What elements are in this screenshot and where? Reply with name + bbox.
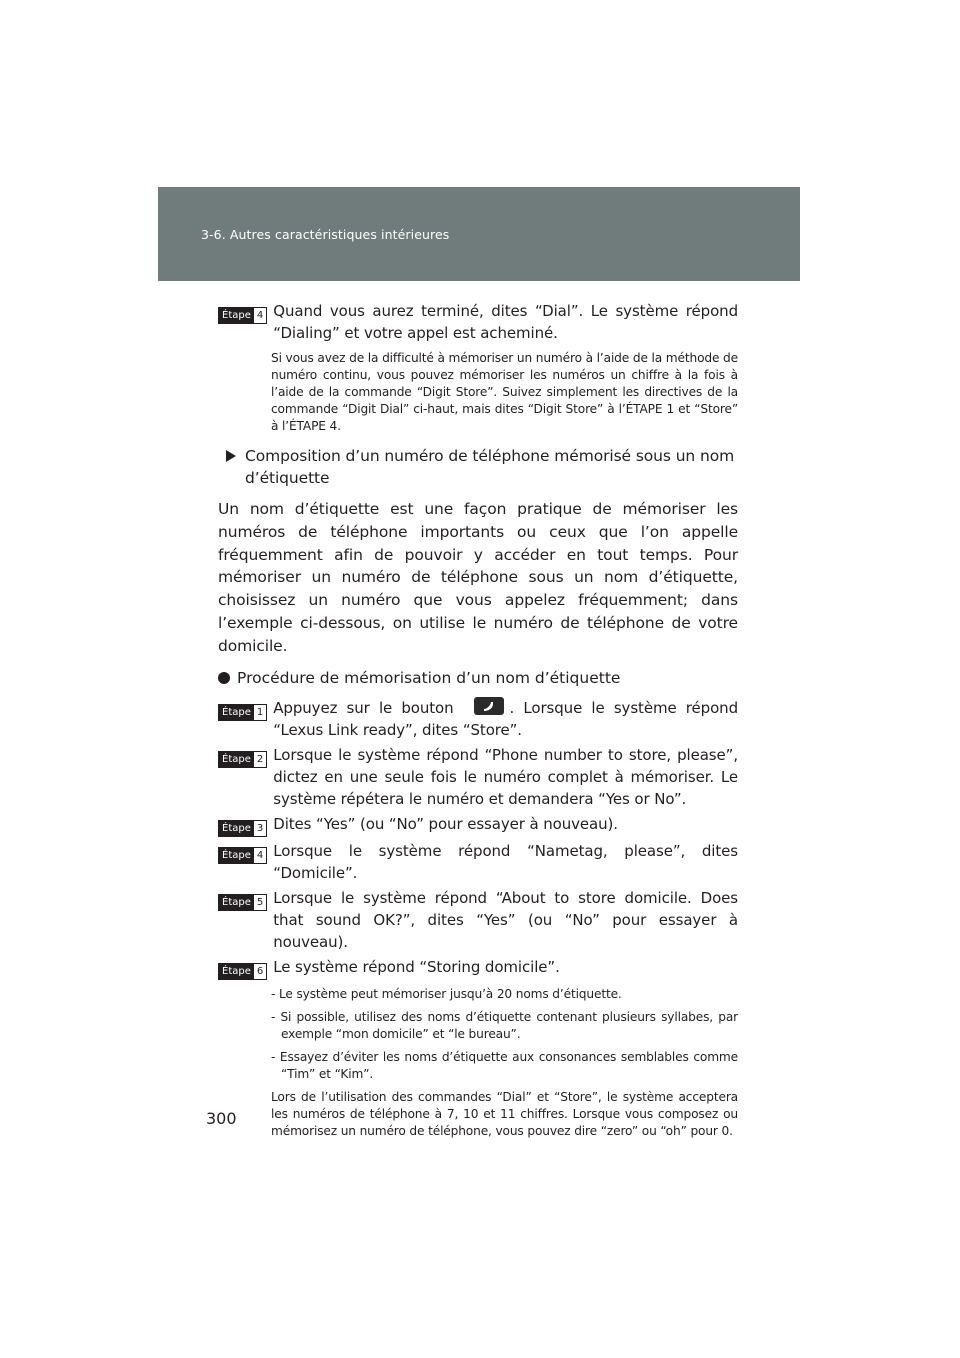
- note-item: - Le système peut mémoriser jusqu’à 20 noms d’étiquette.: [271, 986, 622, 1001]
- step-1: [218, 697, 738, 741]
- section-header-bar: [158, 187, 800, 281]
- step-text: Le système répond “Storing domicile”.: [273, 957, 560, 976]
- phone-icon: [474, 697, 504, 715]
- note-item: - Si possible, utilisez des noms d’étiquette contenant plusieurs syllabes, par exemple “mon domicile” et “le bureau”.: [271, 1009, 738, 1041]
- step-5: [218, 887, 738, 953]
- step-text: Lorsque le système répond “Phone number to store, please”, dictez en une seule fois le numéro complet à mémoriser. Le système répétera le numéro et demandera “Yes or No”.: [273, 745, 738, 808]
- step-badge: Étape 3: [218, 820, 267, 837]
- step-badge: Étape 6: [218, 963, 267, 980]
- step-4: [218, 840, 738, 884]
- step-text: Dites “Yes” (ou “No” pour essayer à nouveau).: [273, 814, 618, 833]
- step-2: [218, 744, 738, 810]
- step-text: Lorsque le système répond “About to store domicile. Does that sound OK?”, dites “Yes” (ou “No” pour essayer à nouveau).: [273, 888, 738, 951]
- step-badge: Étape 4: [218, 847, 267, 864]
- note-item: - Essayez d’éviter les noms d’étiquette aux consonances semblables comme “Tim” et “Kim”.: [271, 1049, 738, 1081]
- step-6: [218, 956, 738, 980]
- circle-bullet-icon: [218, 672, 230, 684]
- note-digit-store: Si vous avez de la difficulté à mémoriser un numéro à l’aide de la méthode de numéro continu, vous pouvez mémoriser les numéros un chiffre à la fois à l’aide de la commande “Digit Store”. Suivez simplement les directives de la commande “Digit Dial” ci-haut, mais dites “Digit Store” à l’ÉTAPE 1 et “Store” à l’ÉTAPE 4.: [271, 351, 738, 433]
- notes-list: [218, 986, 738, 1083]
- page-number: 300: [206, 1109, 237, 1128]
- page-content: [218, 300, 738, 1140]
- step-text: Quand vous aurez terminé, dites “Dial”. Le système répond “Dialing” et votre appel est acheminé.: [273, 302, 738, 342]
- step-4-dial: [218, 300, 738, 344]
- step-badge: Étape 1: [218, 704, 267, 721]
- step-text: Appuyez sur le bouton . Lorsque le système répond “Lexus Link ready”, dites “Store”.: [273, 698, 738, 739]
- section-title: 3-6. Autres caractéristiques intérieures: [201, 227, 450, 242]
- section-heading: Composition d’un numéro de téléphone mémorisé sous un nom d’étiquette: [218, 445, 738, 489]
- step-badge: Étape 4: [218, 307, 267, 324]
- procedure-heading: Procédure de mémorisation d’un nom d’étiquette: [218, 667, 738, 689]
- note-final: Lors de l’utilisation des commandes “Dial” et “Store”, le système acceptera les numéros de téléphone à 7, 10 et 11 chiffres. Lorsque vous composez ou mémorisez un numéro de téléphone, vous pouvez dire “zero” ou “oh” pour 0.: [271, 1089, 738, 1138]
- intro-paragraph: Un nom d’étiquette est une façon pratique de mémoriser les numéros de téléphone importants ou ceux que l’on appelle fréquemment afin de pouvoir y accéder en tout temps. Pour mémoriser un numéro de téléphone sous un nom d’étiquette, choisissez un numéro que vous appelez fréquemment; dans l’exemple ci-dessous, on utilise le numéro de téléphone de votre domicile.: [218, 500, 738, 655]
- step-badge: Étape 5: [218, 894, 267, 911]
- step-text: Lorsque le système répond “Nametag, please”, dites “Domicile”.: [273, 841, 738, 882]
- step-badge: Étape 2: [218, 751, 267, 768]
- step-3: [218, 813, 738, 837]
- triangle-bullet-icon: [226, 450, 236, 462]
